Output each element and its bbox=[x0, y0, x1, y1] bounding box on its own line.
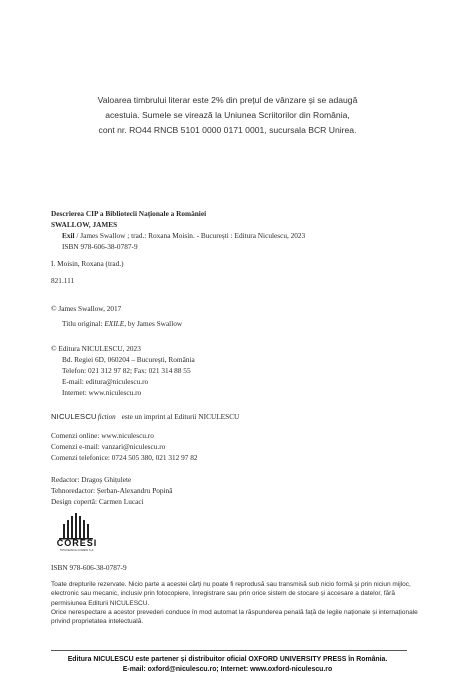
stamp-notice bbox=[0, 93, 455, 138]
footer bbox=[0, 655, 455, 675]
cip-title: Exil bbox=[62, 231, 75, 240]
credit-editor: Redactor: Dragoș Ghițulete bbox=[51, 475, 132, 484]
imprint-logo-suffix: fiction bbox=[97, 413, 116, 421]
publisher-email: E-mail: editura@niculescu.ro bbox=[62, 377, 149, 386]
cip-entry-text: / James Swallow ; trad.: Roxana Moisin. - București : Editura Niculescu, 2023 bbox=[74, 231, 306, 240]
orders-phone: Comenzi telefonice: 0724 505 380, 021 312 97 82 bbox=[51, 453, 198, 462]
printer-subtitle: TIPOGRAFIA CORESI S.A. bbox=[59, 548, 95, 552]
original-title-prefix: Titlu original: bbox=[62, 319, 105, 328]
cip-author: SWALLOW, JAMES bbox=[51, 220, 118, 229]
legal-rights: Toate drepturile rezervate. Nicio parte a acestei cărți nu poate fi reprodusă sau transmisă sub nicio formă și prin niciun mijloc, electronic sau mecanic, inclusiv prin fotocopiere, înregistrare sau prin orice sistem de stocare și accesare a datelor, fără permisiunea Editurii NICULESCU. bbox=[51, 581, 411, 607]
original-title-line bbox=[62, 318, 182, 329]
stamp-notice-line: cont nr. RO44 RNCB 5101 0000 0171 0001, sucursala BCR Unirea. bbox=[98, 125, 357, 135]
imprint-logo: NICULESCU bbox=[51, 412, 97, 421]
isbn-repeat: ISBN 978-606-38-0787-9 bbox=[51, 563, 127, 572]
cip-entry bbox=[62, 230, 305, 241]
footer-partner: Editura NICULESCU este partener și distribuitor oficial OXFORD UNIVERSITY PRESS în România. bbox=[67, 656, 388, 663]
imprint-text: este un imprint al Editurii NICULESCU bbox=[121, 412, 240, 421]
printer-name: CORESI bbox=[56, 538, 98, 548]
publisher-phone: Telefon: 021 312 97 82; Fax: 021 314 88 55 bbox=[62, 366, 191, 375]
publisher-internet: Internet: www.niculescu.ro bbox=[62, 388, 142, 397]
footer-contact: E-mail: oxford@niculescu.ro; Internet: www.oxford-niculescu.ro bbox=[122, 665, 333, 673]
printer-logo bbox=[51, 512, 103, 554]
credit-techno: Tehnoredactor: Șerban-Alexandru Popină bbox=[51, 486, 173, 495]
cip-heading: Descrierea CIP a Bibliotecii Naționale a României bbox=[51, 209, 207, 218]
printer-logo-bars-icon bbox=[51, 512, 103, 540]
footer-divider bbox=[51, 650, 407, 651]
orders-email: Comenzi e-mail: vanzari@niculescu.ro bbox=[51, 442, 166, 451]
stamp-notice-line: Valoarea timbrului literar este 2% din prețul de vânzare și se adaugă bbox=[97, 95, 358, 105]
cip-translator: I. Moisin, Roxana (trad.) bbox=[51, 259, 124, 268]
copyright-author: © James Swallow, 2017 bbox=[51, 304, 122, 313]
legal-notice bbox=[51, 580, 423, 626]
cip-isbn: ISBN 978-606-38-0787-9 bbox=[62, 242, 138, 251]
stamp-notice-line: acestuia. Sumele se virează la Uniunea Scriitorilor din România, bbox=[105, 110, 350, 120]
cip-classification: 821.111 bbox=[51, 276, 75, 285]
original-title-suffix: , by James Swallow bbox=[124, 319, 183, 328]
publisher-address: Bd. Regiei 6D, 060204 – București, România bbox=[62, 355, 195, 364]
legal-penalty: Orice nerespectare a acestor prevederi conduce în mod automat la răspunderea penală față de legile naționale și internaționale privind proprietatea intelectuală. bbox=[51, 608, 418, 626]
credit-cover: Design copertă: Carmen Lucaci bbox=[51, 497, 144, 506]
imprint-line bbox=[51, 406, 239, 424]
publisher-copyright: © Editura NICULESCU, 2023 bbox=[51, 344, 141, 353]
orders-online: Comenzi online: www.niculescu.ro bbox=[51, 431, 154, 440]
original-title: EXILE bbox=[104, 319, 125, 328]
